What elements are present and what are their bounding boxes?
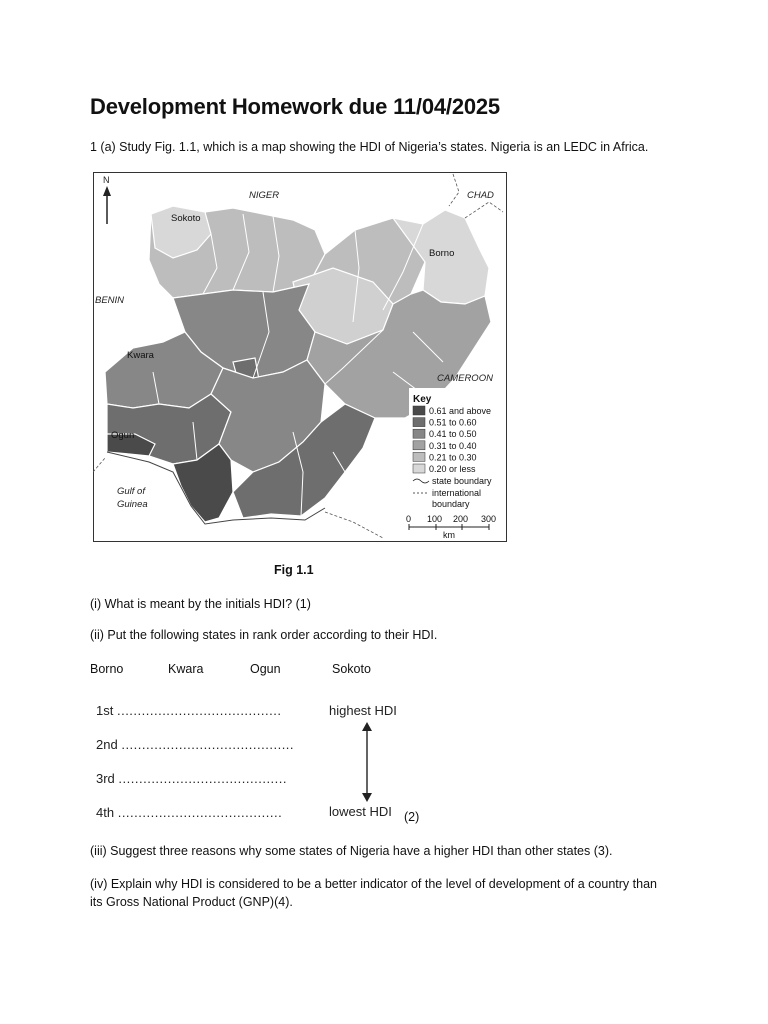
north-label: N	[103, 175, 110, 185]
label-gulf-1: Gulf of	[117, 486, 145, 497]
question-ii: (ii) Put the following states in rank order according to their HDI.	[90, 628, 438, 642]
key-swatch	[413, 406, 425, 415]
scale-tick-100: 100	[427, 514, 443, 524]
label-cameroon: CAMEROON	[437, 373, 493, 384]
key-label: 0.20 or less	[429, 464, 476, 474]
key-label: 0.21 to 0.30	[429, 452, 477, 463]
rank-label-3rd: 3rd	[96, 771, 115, 786]
key-swatch	[413, 418, 425, 427]
double-arrow-icon	[356, 722, 378, 802]
key-label: 0.61 and above	[429, 406, 492, 416]
key-label: 0.31 to 0.40	[429, 440, 477, 451]
label-benin: BENIN	[95, 295, 125, 306]
state-ogun: Ogun	[250, 662, 281, 676]
label-kwara: Kwara	[127, 350, 154, 361]
key-swatch	[413, 441, 425, 450]
label-borno: Borno	[429, 248, 455, 259]
key-swatch	[413, 464, 425, 473]
question-iv-line-2: its Gross National Product (GNP)(4).	[90, 895, 293, 909]
highest-hdi-label: highest HDI	[329, 703, 397, 718]
rank-label-2nd: 2nd	[96, 737, 118, 752]
rank-label-4th: 4th	[96, 805, 115, 820]
question-iv-line-1: (iv) Explain why HDI is considered to be a better indicator of the level of development of a country than	[90, 877, 657, 891]
scale-tick-200: 200	[453, 514, 469, 524]
rank-answer-line-4th[interactable]: ........................................	[117, 805, 283, 820]
lowest-hdi-label: lowest HDI	[329, 804, 392, 819]
figure-caption: Fig 1.1	[274, 563, 314, 577]
label-gulf-2: Guinea	[117, 499, 148, 510]
rank-answer-line-2nd[interactable]: ..........................................	[121, 737, 295, 752]
state-borno: Borno	[90, 662, 124, 676]
scale-tick-0: 0	[406, 514, 412, 524]
key-label: 0.41 to 0.50	[429, 429, 477, 440]
label-sokoto: Sokoto	[171, 213, 201, 224]
key-intl-boundary-2: boundary	[432, 499, 470, 509]
key-title: Key	[413, 394, 432, 405]
key-label: 0.51 to 0.60	[429, 417, 477, 428]
key-state-boundary: state boundary	[432, 476, 492, 486]
state-kwara: Kwara	[168, 662, 204, 676]
question-1a: 1 (a) Study Fig. 1.1, which is a map showing the HDI of Nigeria’s states. Nigeria is an LEDC in Africa.	[90, 140, 649, 154]
scale-unit: km	[443, 530, 455, 540]
rank-row-1	[96, 703, 281, 718]
key-swatch	[413, 452, 425, 461]
scale-tick-300: 300	[481, 514, 497, 524]
rank-row-3	[96, 771, 287, 786]
label-chad: CHAD	[467, 190, 494, 201]
rank-label-1st: 1st	[96, 703, 114, 718]
rank-row-4	[96, 805, 282, 820]
rank-answer-line-1st[interactable]: ........................................	[116, 703, 282, 718]
question-i: (i) What is meant by the initials HDI? (1)	[90, 597, 311, 611]
nigeria-hdi-map	[93, 172, 507, 542]
rank-answer-line-3rd[interactable]: .........................................	[118, 771, 288, 786]
page-title: Development Homework due 11/04/2025	[90, 94, 500, 119]
key-swatch	[413, 429, 425, 438]
map-key	[409, 388, 505, 516]
state-sokoto: Sokoto	[332, 662, 371, 676]
question-iii: (iii) Suggest three reasons why some states of Nigeria have a higher HDI than other states (3).	[90, 844, 613, 858]
rank-row-2	[96, 737, 294, 752]
label-niger: NIGER	[249, 190, 280, 201]
key-intl-boundary-1: international	[432, 488, 482, 498]
marks-ii: (2)	[404, 810, 420, 824]
label-ogun: Ogun	[111, 430, 135, 441]
